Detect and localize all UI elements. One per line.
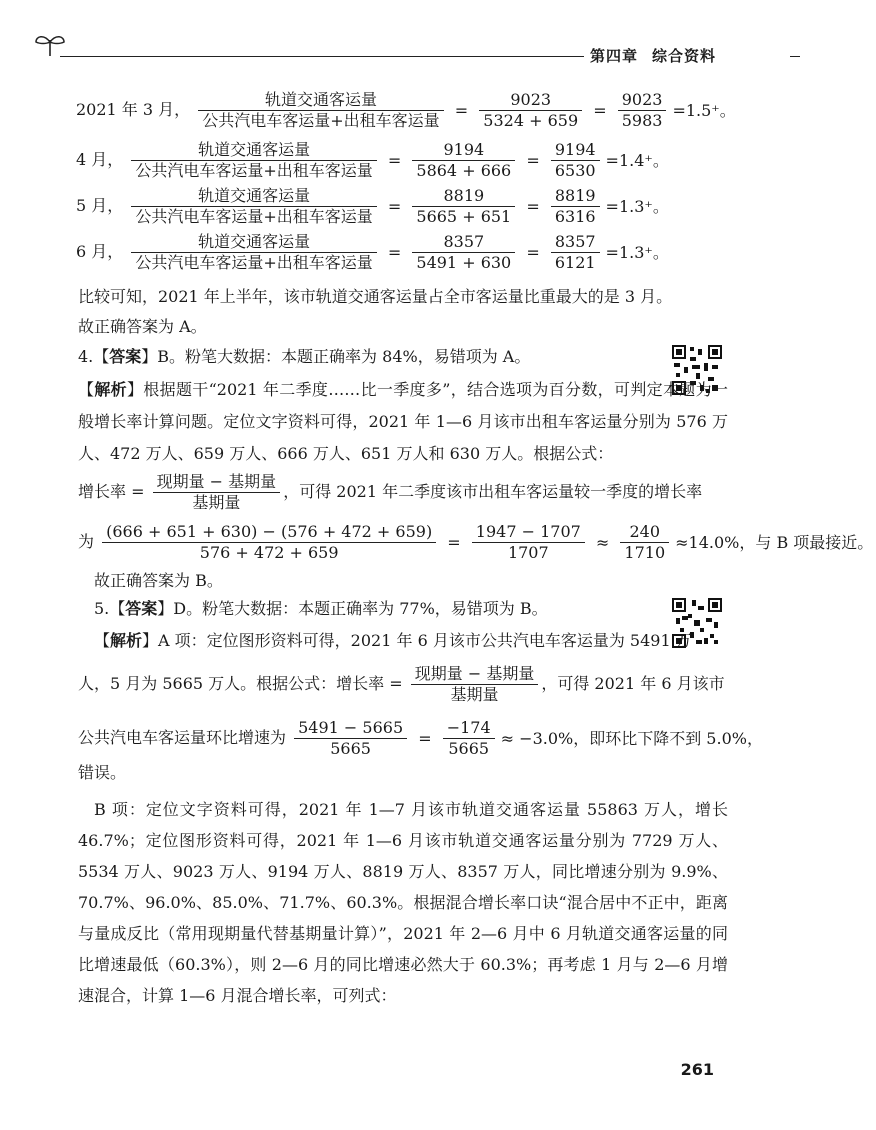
formula-label: 增长率 = — [78, 482, 145, 501]
ratio-fraction: $\frac{\text{轨道交通客运量}}{\text{公共汽电车客运量+出租车客运量}}$ — [131, 186, 376, 227]
q5-option-b: B 项：定位文字资料可得，2021 年 1—7 月该市轨道交通客运量 55863 万人，增长 46.7%；定位图形资料可得，2021 年 1—6 月该市轨道交通客运量分别为 7729 万人、5534 万人、9023 万人、9194 万人、8819 万人、8357 万人，同比增速分别为 9.9%、70.7%、96.0%、85.0%、71.7%、60.3%。根据混合增长率口诀“混合居中不正中，距离与量成反比（常用现期量代替基期量计算）”，2021 年 2—6 月中 6 月轨道交通客运量的同比增速最低（60.3%），则 2—6 月的同比增速必然大于 60.3%；再考虑 1 月与 2—6 月增速混合，计算 1—6 月混合增长率，可列式： — [78, 800, 728, 1005]
result-text: =1.4⁺。 — [605, 150, 669, 170]
month-label: 6 月， — [76, 242, 124, 261]
q3-conclusion: 故正确答案为 A。 — [78, 317, 207, 336]
q5-answer: 5.【答案】D。粉笔大数据：本题正确率为 77%，易错项为 B。 — [94, 599, 548, 618]
result-text: ≈14.0%，与 B 项最接近。 — [675, 532, 874, 552]
june-line: 6 月， $\frac{\text{轨道交通客运量}}{\text{公共汽电车客运量+出租车客运量}}$ = $\frac{8357}{5491 + 630}$ = $\frac{8357}{6121}$ =1.3⁺。 — [76, 232, 669, 272]
ratio-fraction: $\frac{\text{轨道交通客运量}}{\text{公共汽电车客运量+出租车客运量}}$ — [131, 140, 376, 181]
march-line: 2021 年 3 月， $\frac{\text{轨道交通客运量}}{\text{公共汽电车客运量+出租车客运量}}$ = $\frac{9023}{5324 + 659}$ = $\frac{9023}{5983}$ =1.5⁺。 — [76, 90, 736, 130]
result-text: =1.5⁺。 — [672, 100, 736, 120]
q5-text: 人，5 月为 5665 万人。根据公式：增长率 = — [78, 674, 403, 693]
calc-fraction: $\frac{9194}{6530}$ — [551, 140, 600, 181]
chapter-label: 第四章 — [590, 47, 639, 65]
q4-calc-line: 为 $\frac{(666 + 651 + 630) - (576 + 472 + 659)}{576 + 472 + 659}$ = $\frac{1947 - 1707}{1707}$ ≈ $\frac{240}{1710}$ ≈14.0%，与 B 项最接近。 — [78, 522, 874, 562]
calc-fraction: $\frac{8819}{6316}$ — [551, 186, 600, 227]
april-line: 4 月， $\frac{\text{轨道交通客运量}}{\text{公共汽电车客运量+出租车客运量}}$ = $\frac{9194}{5864 + 666}$ = $\frac{9194}{6530}$ =1.4⁺。 — [76, 140, 669, 180]
calc-fraction: $\frac{(666 + 651 + 630) - (576 + 472 + 659)}{576 + 472 + 659}$ — [102, 522, 436, 563]
month-label: 5 月， — [76, 196, 124, 215]
q5-text: 公共汽电车客运量环比增速为 — [78, 728, 287, 747]
growth-formula: $\frac{\text{现期量 − 基期量}}{\text{基期量}}$ — [153, 472, 281, 513]
calc-fraction: $\frac{5491 - 5665}{5665}$ — [294, 718, 407, 759]
q5-wrong: 错误。 — [78, 763, 127, 782]
calc-fraction: $\frac{8357}{5491 + 630}$ — [412, 232, 515, 273]
q5-calc-line: 公共汽电车客运量环比增速为 $\frac{5491 - 5665}{5665}$ = $\frac{-174}{5665}$ ≈ −3.0%，即环比下降不到 5.0%， — [78, 718, 763, 758]
page-number: 261 — [680, 1060, 714, 1079]
calc-fraction: $\frac{-174}{5665}$ — [443, 718, 495, 759]
result-text: =1.3⁺。 — [605, 242, 669, 262]
result-text: =1.3⁺。 — [605, 196, 669, 216]
may-line: 5 月， $\frac{\text{轨道交通客运量}}{\text{公共汽电车客运量+出租车客运量}}$ = $\frac{8819}{5665 + 651}$ = $\frac{8819}{6316}$ =1.3⁺。 — [76, 186, 669, 226]
ratio-fraction: $\frac{\text{轨道交通客运量}}{\text{公共汽电车客运量+出租车客运量}}$ — [131, 232, 376, 273]
calc-fraction: $\frac{1947 - 1707}{1707}$ — [472, 522, 585, 563]
q5-text: ，可得 2021 年 6 月该市 — [541, 674, 725, 693]
growth-formula: $\frac{\text{现期量 − 基期量}}{\text{基期量}}$ — [411, 664, 539, 705]
calc-fraction: $\frac{240}{1710}$ — [620, 522, 669, 563]
q4-answer: 4.【答案】B。粉笔大数据：本题正确率为 84%，易错项为 A。 — [78, 347, 531, 366]
month-label: 4 月， — [76, 150, 124, 169]
q5-analysis-line1: 【解析】A 项：定位图形资料可得，2021 年 6 月该市公共汽电车客运量为 5491 万 — [94, 631, 692, 650]
calc-fraction: $\frac{9023}{5983}$ — [618, 90, 667, 131]
q4-analysis: 【解析】根据题干“2021 年二季度……比一季度多”，结合选项为百分数，可判定本题为一般增长率计算问题。定位文字资料可得，2021 年 1—6 月该市出租车客运量分别为 576 万人、472 万人、659 万人、666 万人、651 万人和 630 万人。根据公式： — [78, 380, 728, 463]
sprout-logo-icon — [30, 30, 70, 58]
formula-after: ，可得 2021 年二季度该市出租车客运量较一季度的增长率 — [283, 482, 703, 501]
running-header — [584, 44, 790, 68]
q4-conclusion: 故正确答案为 B。 — [94, 571, 223, 590]
section-label: 综合资料 — [652, 47, 717, 65]
q3-compare: 比较可知，2021 年上半年，该市轨道交通客运量占全市客运量比重最大的是 3 月。 — [78, 287, 673, 306]
calc-fraction: $\frac{8357}{6121}$ — [551, 232, 600, 273]
result-text: ≈ −3.0%，即环比下降不到 5.0%， — [500, 728, 763, 748]
calc-fraction: $\frac{8819}{5665 + 651}$ — [412, 186, 515, 227]
calc-fraction: $\frac{9023}{5324 + 659}$ — [479, 90, 582, 131]
ratio-fraction: $\frac{\text{轨道交通客运量}}{\text{公共汽电车客运量+出租车客运量}}$ — [198, 90, 443, 131]
month-label: 2021 年 3 月， — [76, 100, 191, 119]
q5-formula-line — [78, 664, 725, 705]
calc-fraction: $\frac{9194}{5864 + 666}$ — [412, 140, 515, 181]
q4-formula-line — [78, 472, 702, 513]
